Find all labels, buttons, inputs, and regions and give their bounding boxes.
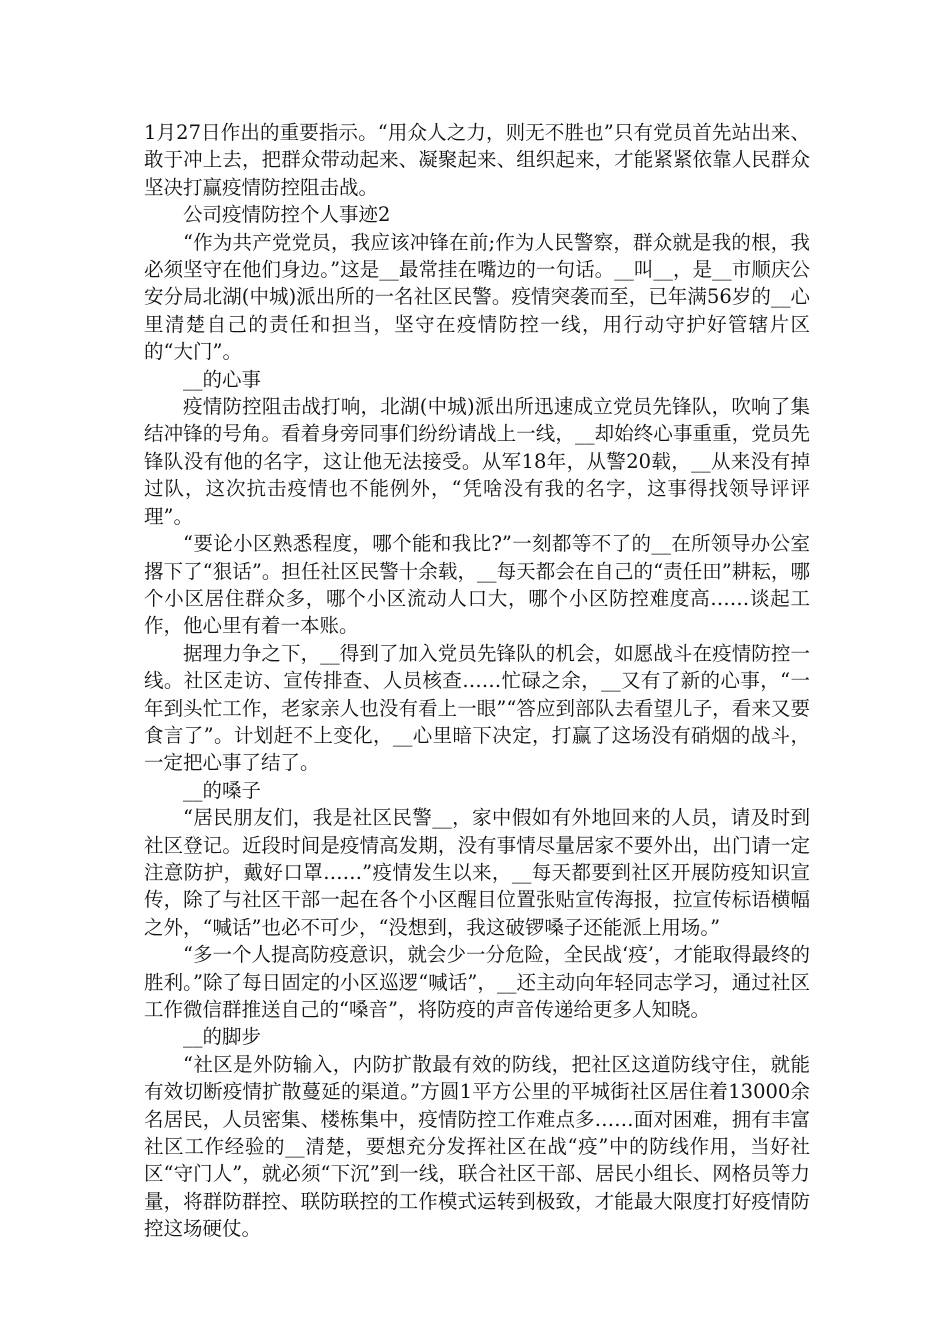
paragraph-intro-continued: 1月27日作出的重要指示。“用众人之力，则无不胜也”只有党员首先站出来、敢于冲上去，把群众带动起来、凝聚起来、组织起来，才能紧紧依靠人民群众坚决打赢疫情防控阻击战。 <box>144 121 810 199</box>
paragraph: “居民朋友们，我是社区民警__，家中假如有外地回来的人员，请及时到社区登记。近段时间是疫情高发期，没有事情尽量居家不要外出，出门请一定注意防护，戴好口罩……”疫情发生以来，__每天都要到社区开展防疫知识宣传，除了与社区干部一起在各个小区醒目位置张贴宣传海报，拉宣传标语横幅之外，“喊话”也必不可少，“没想到，我这破锣嗓子还能派上用场。” <box>144 806 810 939</box>
document-page <box>144 119 810 1243</box>
section-heading: 公司疫情防控个人事迹2 <box>183 203 391 227</box>
subsection-heading-heart: __的心事 <box>183 367 262 391</box>
subsection-heading-steps: __的脚步 <box>183 1025 262 1049</box>
paragraph: 疫情防控阻击战打响，北湖(中城)派出所迅速成立党员先锋队，吹响了集结冲锋的号角。看着身旁同事们纷纷请战上一线，__却始终心事重重，党员先锋队没有他的名字，这让他无法接受。从军18年，从警20载，__从来没有掉过队，这次抗击疫情也不能例外，“凭啥没有我的名字，这事得找领导评评理”。 <box>144 395 810 528</box>
subsection-heading-voice: __的嗓子 <box>183 778 262 802</box>
paragraph: “作为共产党党员，我应该冲锋在前;作为人民警察，群众就是我的根，我必须坚守在他们身边。”这是__最常挂在嘴边的一句话。__叫__，是__市顺庆公安分局北湖(中城)派出所的一名社区民警。疫情突袭而至，已年满56岁的__心里清楚自己的责任和担当，坚守在疫情防控一线，用行动守护好管辖片区的“大门”。 <box>144 230 810 364</box>
paragraph: 据理力争之下，__得到了加入党员先锋队的机会，如愿战斗在疫情防控一线。社区走访、宣传排查、人员核查……忙碌之余，__又有了新的心事，“一年到头忙工作，老家亲人也没有看上一眼”“答应到部队去看望儿子，看来又要食言了”。计划赶不上变化，__心里暗下决定，打赢了这场没有硝烟的战斗，一定把心事了结了。 <box>144 641 810 775</box>
paragraph: “多一个人提高防疫意识，就会少一分危险，全民战‘疫’，才能取得最终的胜利。”除了每日固定的小区巡逻“喊话”，__还主动向年轻同志学习，通过社区工作微信群推送自己的“嗓音”，将防疫的声音传递给更多人知晓。 <box>144 943 810 1021</box>
paragraph: “社区是外防输入，内防扩散最有效的防线，把社区这道防线守住，就能有效切断疫情扩散蔓延的渠道。”方圆1平方公里的平城街社区居住着13000余名居民，人员密集、楼栋集中，疫情防控工作难点多……面对困难，拥有丰富社区工作经验的__清楚，要想充分发挥社区在战“疫”中的防线作用，当好社区“守门人”，就必须“下沉”到一线，联合社区干部、居民小组长、网格员等力量，将群防群控、联防联控的工作模式运转到极致，才能最大限度打好疫情防控这场硬仗。 <box>144 1052 810 1241</box>
paragraph: “要论小区熟悉程度，哪个能和我比?”一刻都等不了的__在所领导办公室撂下了“狠话”。担任社区民警十余载，__每天都会在自己的“责任田”耕耘，哪个小区居住群众多，哪个小区流动人口大，哪个小区防控难度高……谈起工作，他心里有着一本账。 <box>144 532 810 638</box>
